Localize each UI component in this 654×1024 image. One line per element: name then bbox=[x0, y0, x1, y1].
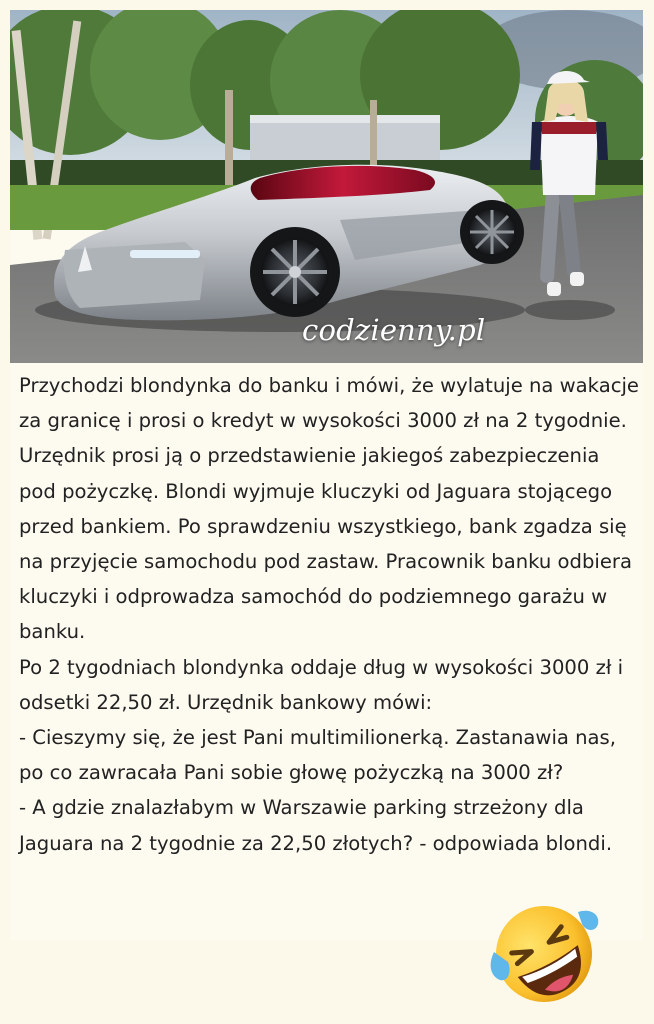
photo-illustration bbox=[10, 10, 643, 363]
rolling-laughing-emoji-icon bbox=[486, 900, 602, 1008]
story-paragraph-1: Przychodzi blondynka do banku i mówi, że wylatuje na wakacje za granicę i prosi o kredyt w wysokości 3000 zł na 2 tygodnie. Urzędnik prosi ją o przedstawienie jakiegoś zabezpieczenia pod pożyczkę. Blondi wyjmuje kluczyki od Jaguara stojącego przed bankiem. Po sprawdzeniu wszystkiego, bank zgadza się na przyjęcie samochodu pod zastaw. Pracownik banku odbiera kluczyki i odprowadza samochód do podziemnego garażu w banku. bbox=[19, 374, 639, 644]
story-paragraph-2: Po 2 tygodniach blondynka oddaje dług w wysokości 3000 zł i odsetki 22,50 zł. Urzędnik bankowy mówi: bbox=[19, 655, 624, 714]
story-paragraph-3: - Cieszymy się, że jest Pani multimilionerką. Zastanawia nas, po co zawracała Pani sobie głowę pożyczką na 3000 zł? bbox=[19, 726, 616, 785]
watermark-text: codzienny.pl bbox=[302, 313, 486, 347]
concept-car-photo bbox=[10, 10, 643, 363]
joke-text bbox=[19, 368, 641, 861]
story-paragraph-4: - A gdzie znalazłabym w Warszawie parking strzeżony dla Jaguara na 2 tygodnie za 22,50 złotych? - odpowiada blondi. bbox=[19, 796, 613, 855]
